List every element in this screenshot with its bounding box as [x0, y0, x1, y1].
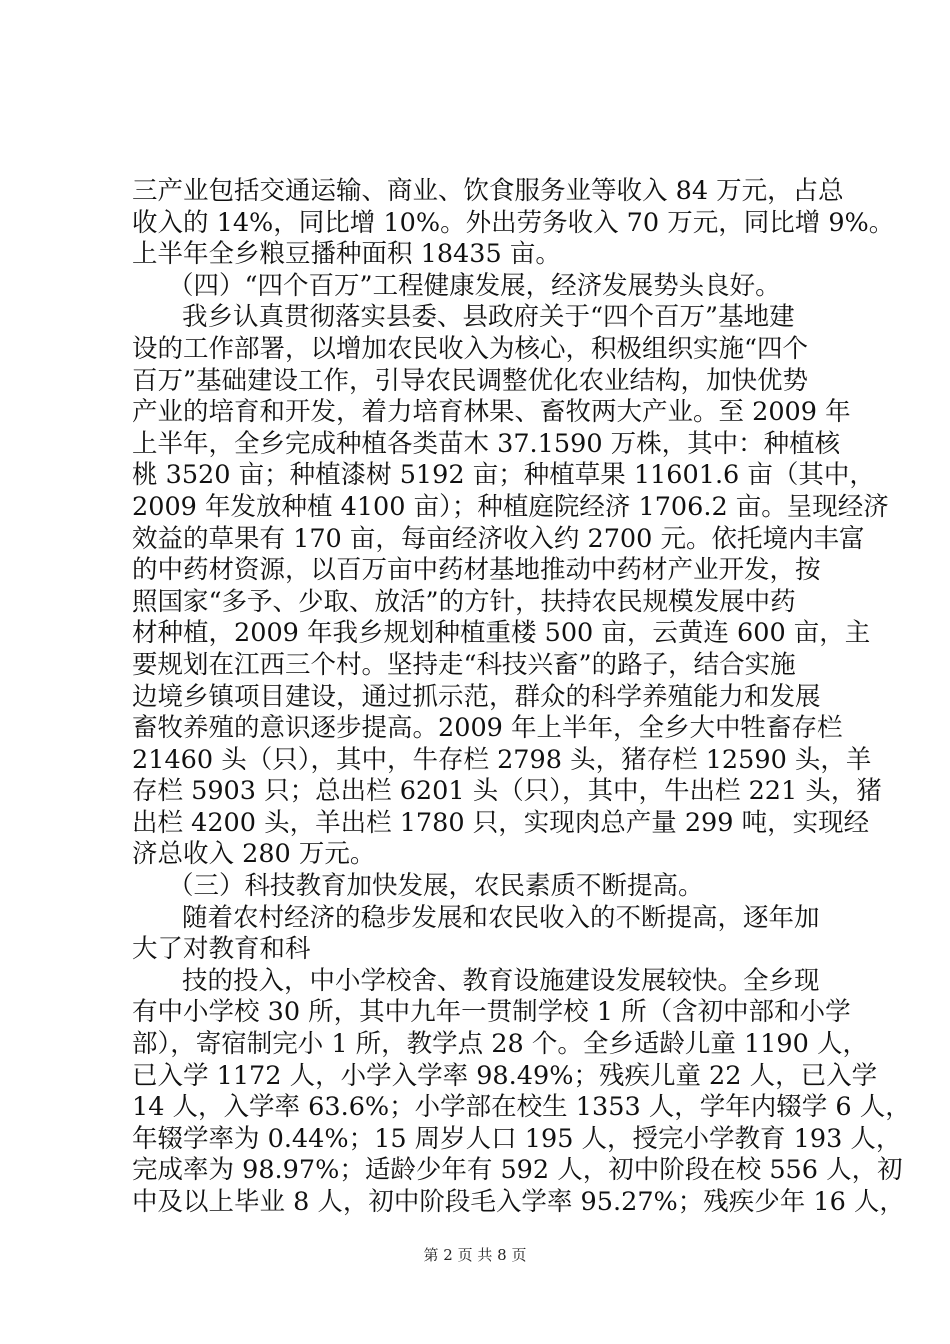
- text-line: 技的投入，中小学校舍、教育设施建设发展较快。全乡现: [182, 965, 820, 996]
- text-line: 材种植，2009 年我乡规划种植重楼 500 亩，云黄连 600 亩，主: [132, 618, 871, 649]
- text-line: 三产业包括交通运输、商业、饮食服务业等收入 84 万元，占总: [132, 176, 844, 206]
- text-line: 21460 头（只），其中，牛存栏 2798 头，猪存栏 12590 头，羊: [132, 744, 872, 775]
- text-line: 年辍学率为 0.44%；15 周岁人口 195 人，授完小学教育 193 人，: [132, 1123, 902, 1154]
- body-text: [132, 176, 911, 1219]
- text-line: 2009 年发放种植 4100 亩）；种植庭院经济 1706.2 亩。呈现经济: [132, 491, 889, 522]
- text-line: 上半年，全乡完成种植各类苗木 37.1590 万株，其中：种植核: [132, 428, 841, 459]
- text-line: 随着农村经济的稳步发展和农民收入的不断提高，逐年加: [182, 902, 820, 933]
- text-line: 我乡认真贯彻落实县委、县政府关于“四个百万”基地建: [182, 302, 795, 333]
- page-footer: 第 2 页 共 8 页: [423, 1246, 527, 1264]
- text-line: 的中药材资源，以百万亩中药材基地推动中药材产业开发，按: [132, 555, 821, 586]
- text-line: 上半年全乡粮豆播种面积 18435 亩。: [132, 239, 561, 270]
- text-line: 有中小学校 30 所，其中九年一贯制学校 1 所（含初中部和小学: [132, 997, 851, 1028]
- text-line: 百万”基础建设工作，引导农民调整优化农业结构，加快优势: [132, 365, 809, 396]
- text-line: 已入学 1172 人，小学入学率 98.49%；残疾儿童 22 人，已入学: [132, 1060, 878, 1091]
- text-line: 产业的培育和开发，着力培育林果、畜牧两大产业。至 2009 年: [132, 397, 851, 428]
- text-line: 桃 3520 亩；种植漆树 5192 亩；种植草果 11601.6 亩（其中，: [132, 460, 875, 491]
- text-line: 畜牧养殖的意识逐步提高。2009 年上半年，全乡大中牲畜存栏: [132, 713, 843, 744]
- text-line: 要规划在江西三个村。坚持走“科技兴畜”的路子，结合实施: [132, 649, 796, 680]
- text-line: 济总收入 280 万元。: [132, 839, 376, 870]
- text-line: 边境乡镇项目建设，通过抓示范，群众的科学养殖能力和发展: [132, 681, 821, 712]
- text-line: 设的工作部署，以增加农民收入为核心，积极组织实施“四个: [132, 333, 809, 364]
- text-line: 存栏 5903 只；总出栏 6201 头（只），其中，牛出栏 221 头，猪: [132, 776, 882, 807]
- text-line: 效益的草果有 170 亩，每亩经济收入约 2700 元。依托境内丰富: [132, 523, 865, 554]
- text-line: 部），寄宿制完小 1 所，教学点 28 个。全乡适龄儿童 1190 人，: [132, 1029, 868, 1060]
- text-line: 完成率为 98.97%；适龄少年有 592 人，初中阶段在校 556 人，初: [132, 1155, 903, 1186]
- text-line: 14 人，入学率 63.6%；小学部在校生 1353 人，学年内辍学 6 人，: [132, 1092, 911, 1123]
- text-line: 大了对教育和科: [132, 934, 311, 965]
- text-line: 收入的 14%，同比增 10%。外出劳务收入 70 万元，同比增 9%。: [132, 207, 895, 238]
- text-line: （三）科技教育加快发展，农民素质不断提高。: [168, 871, 704, 902]
- text-line: 中及以上毕业 8 人，初中阶段毛入学率 95.27%；残疾少年 16 人，: [132, 1187, 905, 1217]
- text-line: 出栏 4200 头，羊出栏 1780 只，实现肉总产量 299 吨，实现经: [132, 807, 870, 838]
- text-line: 照国家“多予、少取、放活”的方针，扶持农民规模发展中药: [132, 586, 796, 617]
- text-line: （四）“四个百万”工程健康发展，经济发展势头良好。: [168, 270, 781, 301]
